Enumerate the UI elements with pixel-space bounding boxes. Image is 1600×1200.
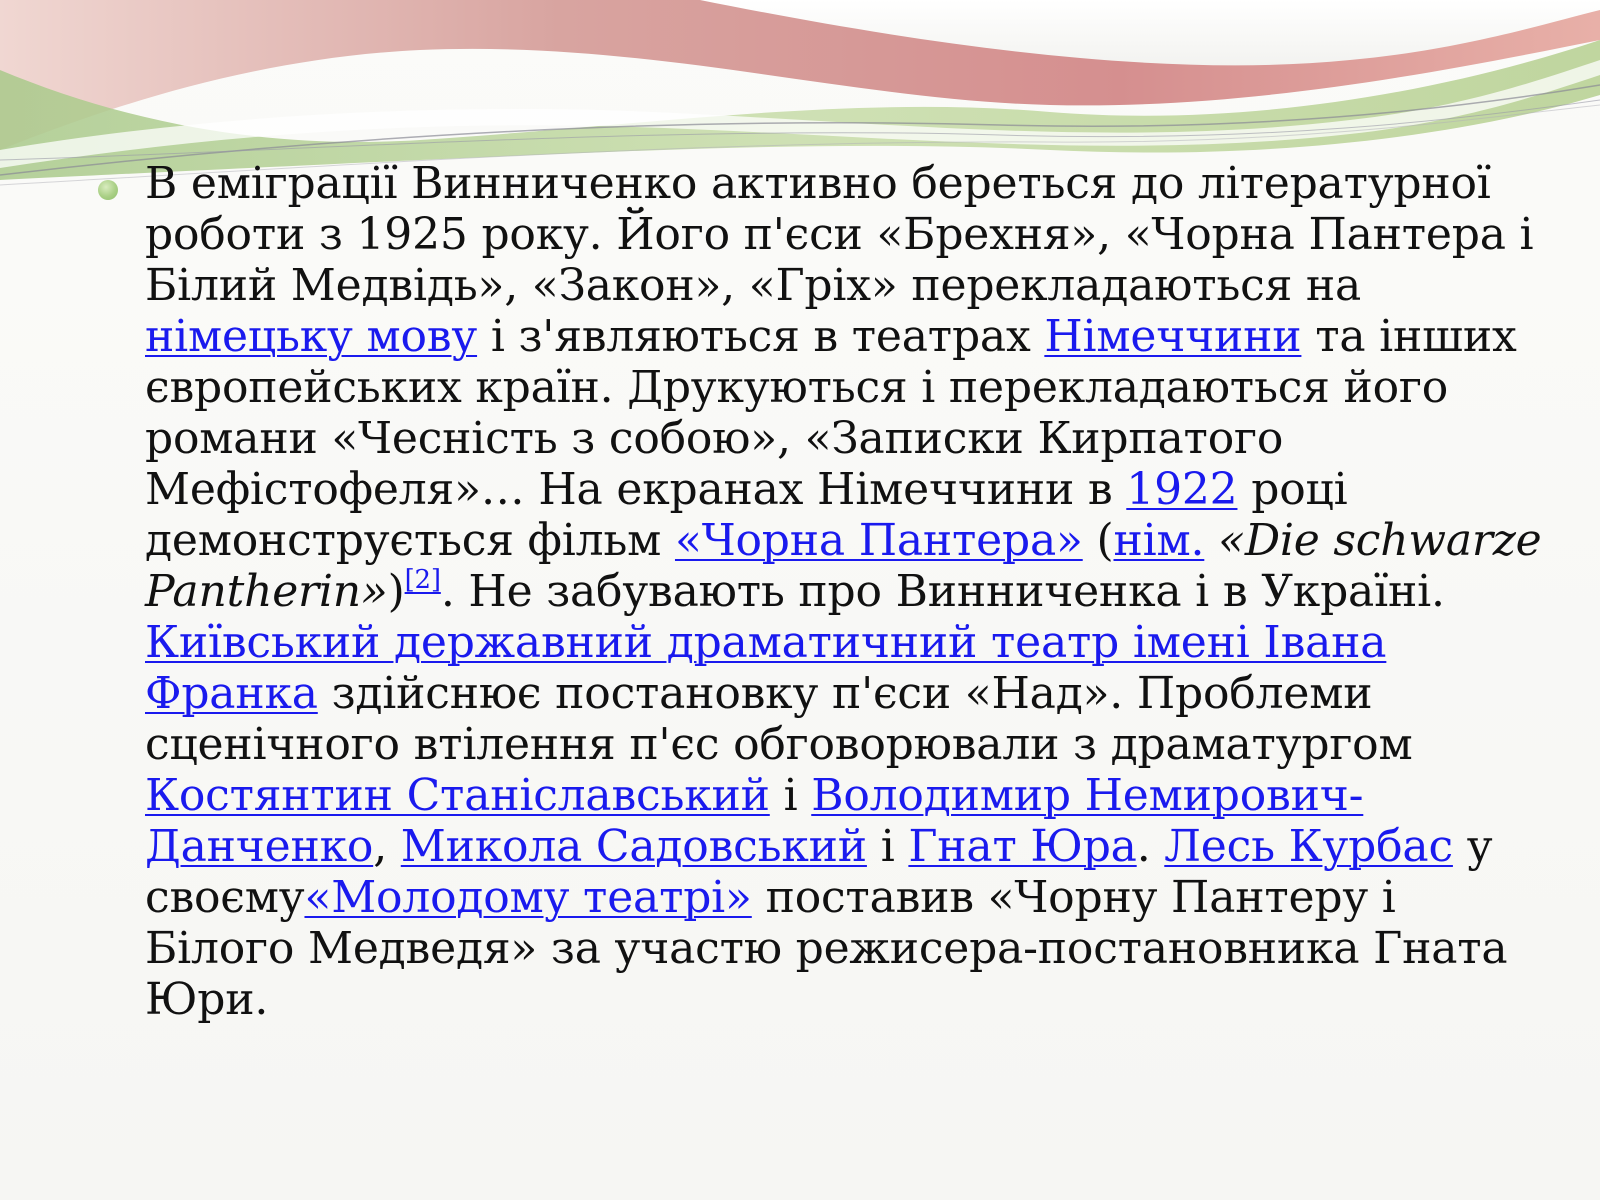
link-stanislavsky[interactable]: Костянтин Станіславський bbox=[145, 770, 770, 821]
text-segment: і bbox=[866, 821, 909, 872]
text-segment: і bbox=[769, 770, 812, 821]
text-segment: поставив «Чорну Пантеру і Білого Медведя» за участю режисера-постановника Гната Юри. bbox=[145, 872, 1508, 1025]
text-segment: , bbox=[373, 821, 401, 872]
text-segment: та інших європейських країн. Друкуються і перекладаються його романи «Чесність з собою», «Записки Кирпатого Мефістофеля»… На екранах Німеччини в bbox=[145, 311, 1517, 515]
link-germany[interactable]: Німеччини bbox=[1044, 311, 1302, 362]
text-segment: ) bbox=[387, 566, 405, 617]
text-segment: здійснює постановку п'єси «Над». Проблеми сценічного втілення п'єс обговорювали з драматургом bbox=[145, 668, 1413, 770]
link-les-kurbas[interactable]: Лесь Курбас bbox=[1164, 821, 1453, 872]
link-german-language[interactable]: німецьку мову bbox=[145, 311, 478, 362]
link-nemirovich-danchenko[interactable]: Володимир Немирович-Данченко bbox=[145, 770, 1364, 872]
text-segment: . bbox=[1136, 821, 1165, 872]
text-segment: і з'являються в театрах bbox=[477, 311, 1045, 362]
link-franko-theatre[interactable]: Київський державний драматичний театр імені Івана Франка bbox=[145, 617, 1387, 719]
link-black-panther-film[interactable]: «Чорна Пантера» bbox=[674, 515, 1083, 566]
link-german-abbrev[interactable]: нім. bbox=[1113, 515, 1205, 566]
link-sadovsky[interactable]: Микола Садовський bbox=[400, 821, 867, 872]
text-segment: ( bbox=[1082, 515, 1114, 566]
text-segment bbox=[1204, 515, 1218, 566]
body-paragraph bbox=[145, 158, 1555, 1025]
link-1922[interactable]: 1922 bbox=[1126, 464, 1238, 515]
text-segment: році демонструється фільм bbox=[145, 464, 1348, 566]
text-segment: . Не забувають про Винниченка і в Україні. bbox=[440, 566, 1445, 617]
bullet-dot-icon bbox=[98, 180, 118, 200]
text-segment: у своєму bbox=[145, 821, 1493, 923]
footnote-link[interactable]: [2] bbox=[404, 565, 441, 596]
text-segment: В еміграції Винниченко активно береться до літературної роботи з 1925 року. Його п'єси «Брехня», «Чорна Пантера і Білий Медвідь», «Закон», «Гріх» перекладаються на bbox=[145, 158, 1534, 311]
link-hnat-yura[interactable]: Гнат Юра bbox=[908, 821, 1137, 872]
link-young-theatre[interactable]: «Молодому театрі» bbox=[304, 872, 752, 923]
german-title-italic: «Die schwarze Pantherin» bbox=[145, 515, 1542, 617]
